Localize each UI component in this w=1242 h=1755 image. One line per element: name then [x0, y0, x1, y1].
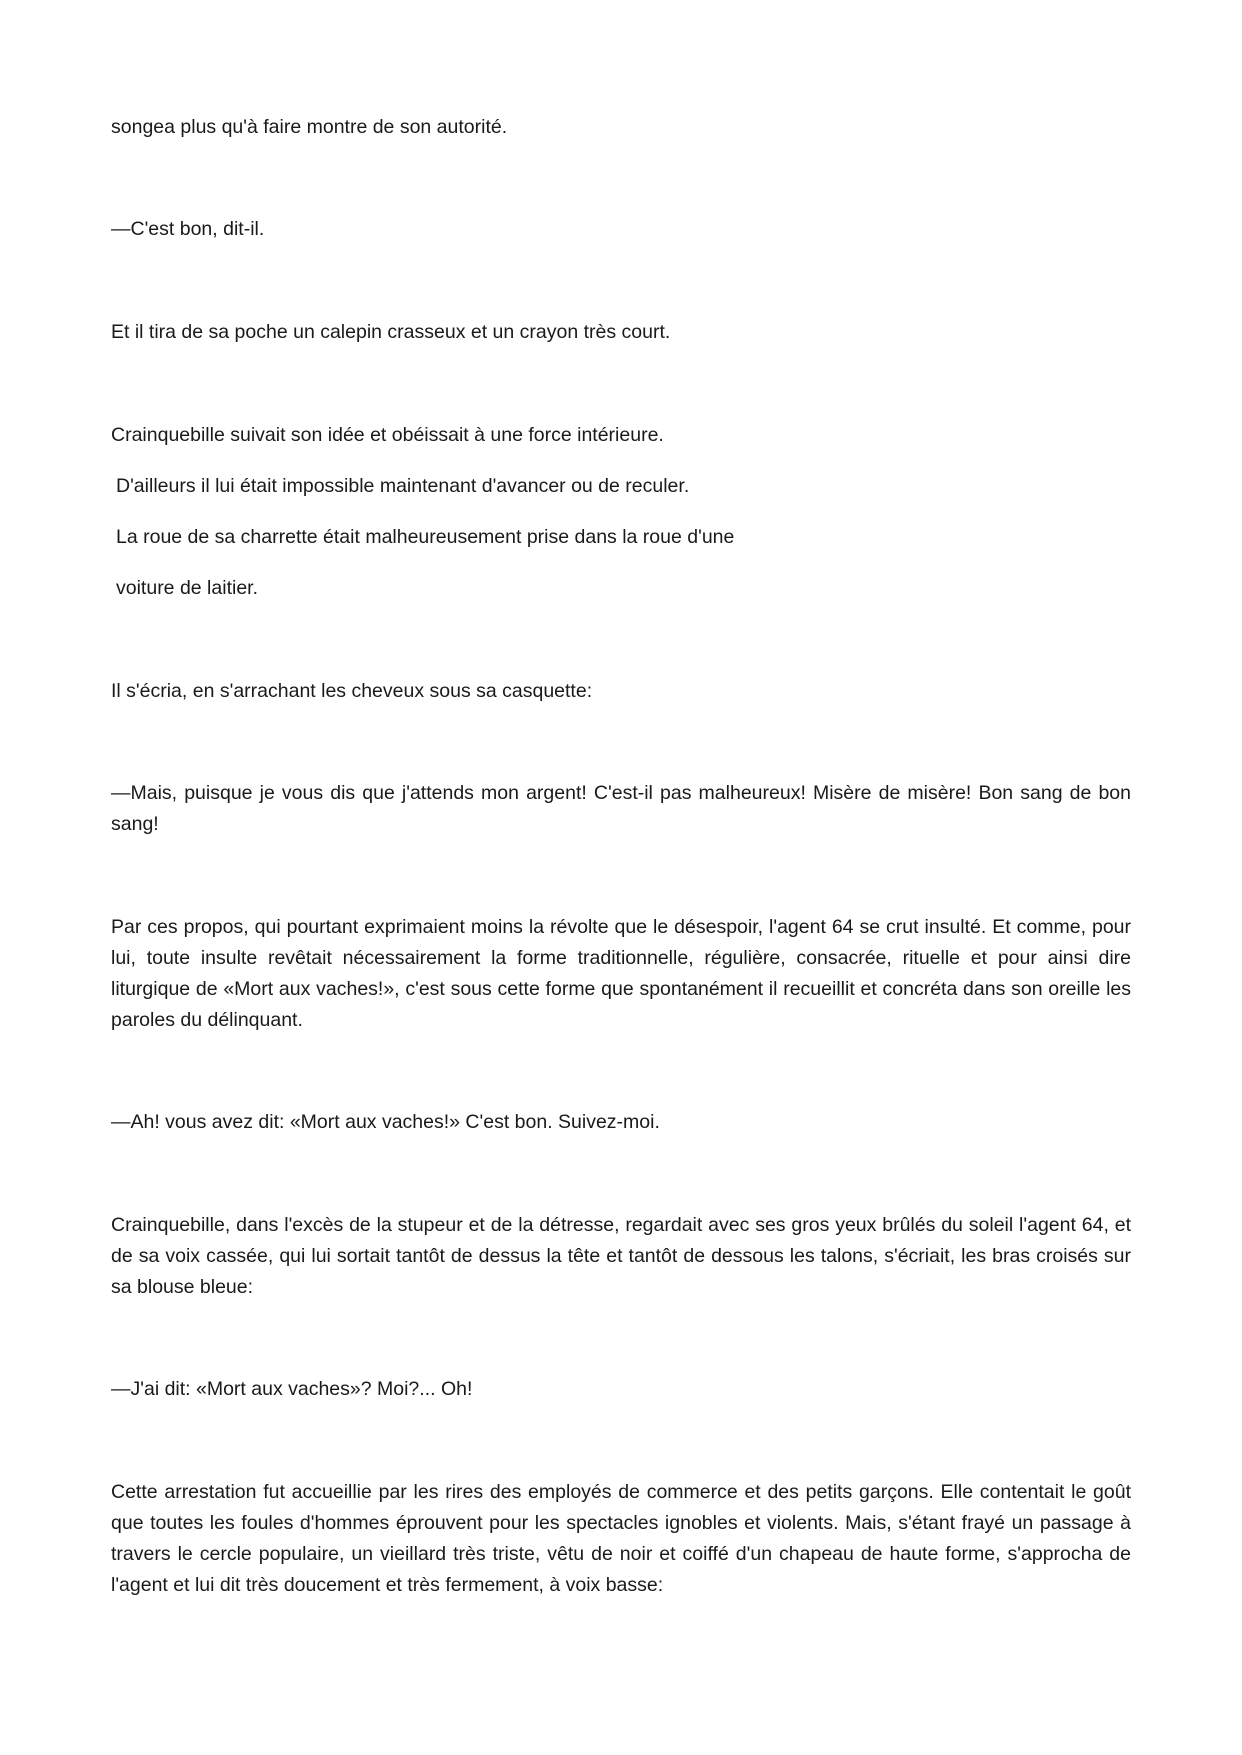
- paragraph-roue: La roue de sa charrette était malheureusement prise dans la roue d'une: [116, 526, 735, 548]
- dialogue-jai-dit: —J'ai dit: «Mort aux vaches»? Moi?... Oh!: [111, 1378, 473, 1400]
- paragraph-stupeur: Crainquebille, dans l'excès de la stupeur et de la détresse, regardait avec ses gros yeux brûlés du soleil l'agent 64, et de sa voix cassée, qui lui sortait tantôt de dessus la tête et tantôt de dessous les talons, s'écriait, les bras croisés sur sa blouse bleue:: [111, 1214, 1131, 1298]
- dialogue-argent: —Mais, puisque je vous dis que j'attends mon argent! C'est-il pas malheureux! Misère de misère! Bon sang de bon sang!: [111, 782, 1131, 835]
- paragraph-secria: Il s'écria, en s'arrachant les cheveux sous sa casquette:: [111, 680, 593, 702]
- paragraph-propos: Par ces propos, qui pourtant exprimaient moins la révolte que le désespoir, l'agent 64 se crut insulté. Et comme, pour lui, toute insulte revêtait nécessairement la forme traditionnelle, régulière, consacrée, rituelle et pour ainsi dire liturgique de «Mort aux vaches!», c'est sous cette forme que spontanément il recueillit et concréta dans son oreille les paroles du délinquant.: [111, 916, 1131, 1031]
- paragraph-calepin: Et il tira de sa poche un calepin crasseux et un crayon très court.: [111, 321, 671, 343]
- paragraph-crainquebille-idee: Crainquebille suivait son idée et obéissait à une force intérieure.: [111, 424, 664, 446]
- paragraph-laitier: voiture de laitier.: [116, 577, 258, 599]
- paragraph-dailleurs: D'ailleurs il lui était impossible maintenant d'avancer ou de reculer.: [116, 475, 690, 497]
- dialogue-suivez-moi: —Ah! vous avez dit: «Mort aux vaches!» C'est bon. Suivez-moi.: [111, 1111, 660, 1133]
- paragraph-arrestation: Cette arrestation fut accueillie par les rires des employés de commerce et des petits garçons. Elle contentait le goût que toutes les foules d'hommes éprouvent pour les spectacles ignobles et violents. Mais, s'étant frayé un passage à travers le cercle populaire, un vieillard très triste, vêtu de noir et coiffé d'un chapeau de haute forme, s'approcha de l'agent et lui dit très doucement et très fermement, à voix basse:: [111, 1481, 1131, 1596]
- dialogue-cest-bon: —C'est bon, dit-il.: [111, 218, 265, 240]
- paragraph-authority: songea plus qu'à faire montre de son autorité.: [111, 116, 508, 138]
